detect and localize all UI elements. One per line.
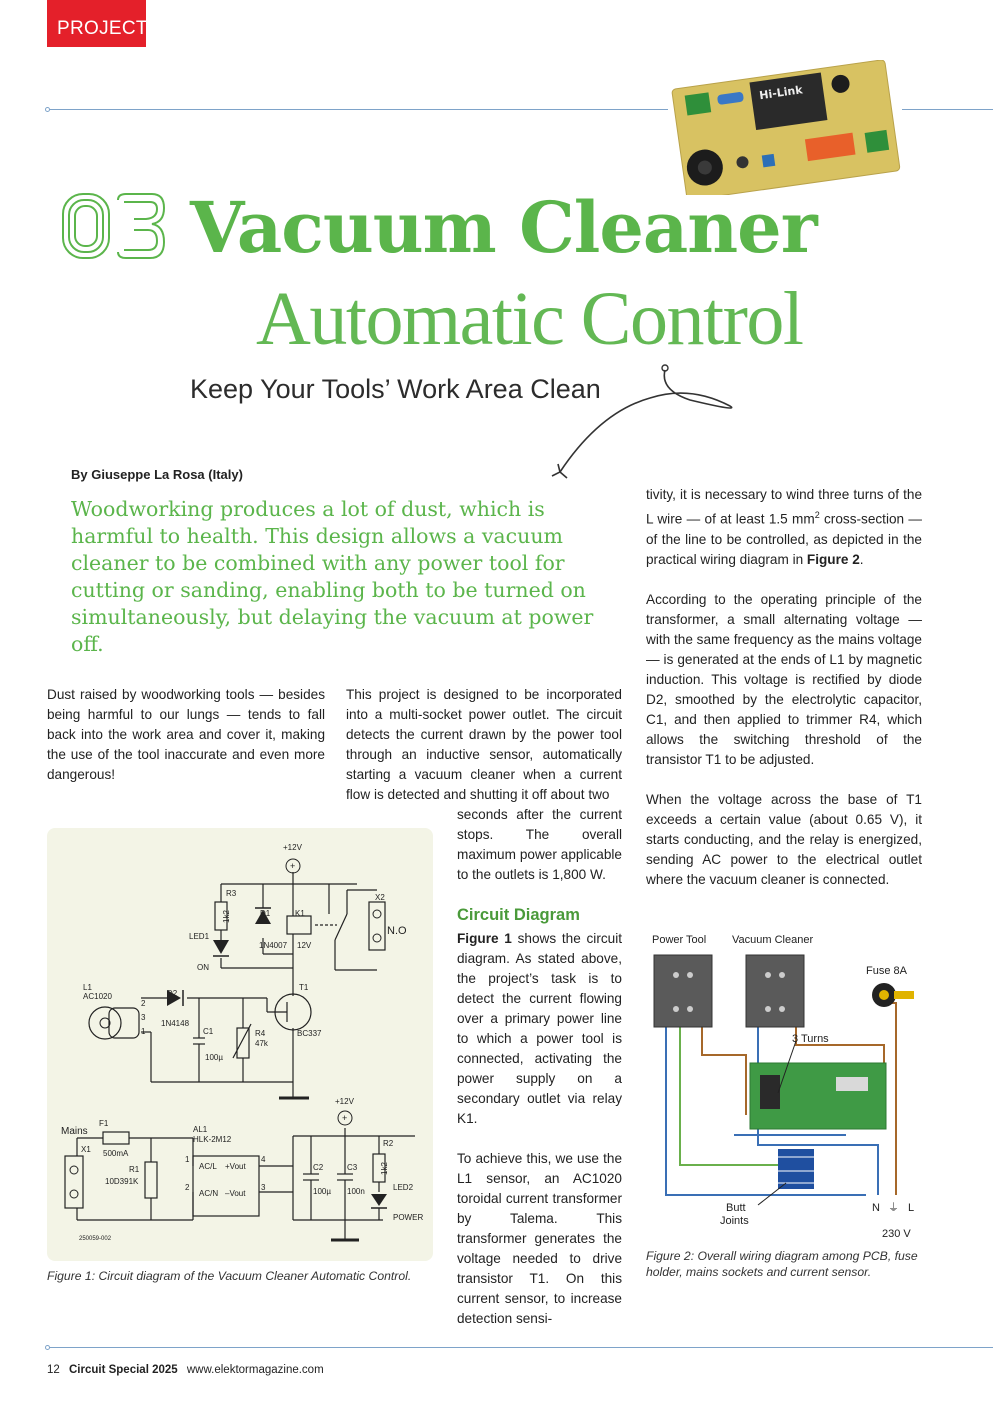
top-rule	[48, 109, 668, 110]
label-fuse: Fuse 8A	[866, 965, 907, 977]
label-pin-2: 2	[141, 999, 146, 1008]
page-number: 12	[47, 1364, 60, 1376]
lead-paragraph: Woodworking produces a lot of dust, which is harmful to health. This design allows a vacuum cleaner to be combined with any power tool for cutting or sanding, enabling both to be turned on simultaneously, but delaying the vacuum at power off.	[71, 497, 594, 656]
label-voltage: 230 V	[882, 1228, 911, 1240]
top-rule-dot	[45, 107, 50, 112]
label-led2: LED2	[393, 1183, 414, 1192]
label-t1: T1	[299, 983, 309, 992]
paragraph: seconds after the current stops. The overall maximum power applicable to the outlets is 1,800 W.	[457, 807, 622, 882]
label-d1-value: 1N4007	[259, 941, 288, 950]
label-joints: Joints	[720, 1215, 749, 1227]
paragraph: According to the operating principle of the transformer, a small alternating voltage — with the same frequency as the mains voltage — is generated at the ends of L1 by magnetic induction. This voltage is rectified by diode D2, smoothed by the electrolytic capacitor, C1, and then applied to trimmer R4, which allows the switching threshold of the transistor T1 to be adjusted.	[646, 591, 922, 767]
label-pin-3: 3	[141, 1013, 146, 1022]
figure-1-circuit-diagram	[47, 828, 433, 1261]
label-mains: Mains	[61, 1126, 88, 1137]
label-al1-pin1: 1	[185, 1155, 190, 1164]
magazine-name: Circuit Special 2025	[69, 1364, 178, 1376]
label-3-turns: 3 Turns	[792, 1033, 829, 1045]
subtitle: Keep Your Tools’ Work Area Clean	[190, 374, 601, 404]
paragraph	[646, 485, 922, 570]
figure-2-wiring-diagram	[646, 925, 924, 1243]
label-on: ON	[197, 963, 209, 972]
label-led1: LED1	[189, 932, 210, 941]
label-r2: R2	[383, 1139, 394, 1148]
label-r2-value: 1k2	[380, 1162, 389, 1175]
label-vout-minus: –Vout	[225, 1189, 246, 1198]
paragraph-text: .	[859, 551, 864, 567]
label-r1-value: 10D391K	[105, 1177, 139, 1186]
paragraph: To achieve this, we use the L1 sensor, an AC1020 toroidal current transformer by Talema. This transformer generates the voltage needed to drive transistor T1. On this current sensor, to increase detection sensi-	[457, 1151, 622, 1326]
label-r4-value: 47k	[255, 1039, 268, 1048]
label-c2-value: 100µ	[313, 1187, 331, 1196]
label-r3: R3	[226, 889, 237, 898]
label-power-tool: Power Tool	[652, 934, 707, 946]
paragraph-text: shows the circuit diagram. As stated above, the project’s task is to detect the current flowing over a primary power line to which a power tool is connected, activating the power supply on a secondary outlet via relay K1.	[457, 931, 622, 1126]
label-r1: R1	[129, 1165, 140, 1174]
section-tab: PROJECT	[47, 0, 146, 47]
label-x2: X2	[375, 893, 385, 902]
label-butt: Butt	[726, 1202, 746, 1214]
bottom-rule-dot	[45, 1345, 50, 1350]
byline: By Giuseppe La Rosa (Italy)	[71, 467, 243, 482]
top-rule-right	[902, 109, 993, 110]
label-r4: R4	[255, 1029, 266, 1038]
label-k1: K1	[295, 909, 305, 918]
label-d2-value: 1N4148	[161, 1019, 190, 1028]
paragraph-text: tivity, it is necessary to wind three turns of the L wire — of at least 1.5 mm	[646, 487, 922, 527]
label-n: N	[872, 1202, 880, 1214]
figure-ref: Figure 1	[457, 931, 512, 946]
figure-2-caption: Figure 2: Overall wiring diagram among PCB, fuse holder, mains sockets and current sensor.	[646, 1249, 918, 1279]
column-2	[346, 685, 622, 825]
magazine-url[interactable]: www.elektormagazine.com	[186, 1364, 324, 1376]
superscript: 2	[814, 510, 820, 520]
label-al1-pin2: 2	[185, 1183, 190, 1192]
pcb-photo	[668, 60, 902, 195]
column-1	[47, 685, 325, 805]
label-pin-1: 1	[141, 1027, 146, 1036]
label-l1: L1	[83, 983, 92, 992]
label-l1-value: AC1020	[83, 992, 112, 1001]
label-d1: D1	[260, 909, 271, 918]
label-f1-value: 500mA	[103, 1149, 129, 1158]
title-line-1: Vacuum Cleaner	[190, 186, 817, 269]
paragraph	[457, 929, 622, 1129]
label-code: 250059-002	[79, 1236, 112, 1242]
paragraph: This project is designed to be incorporated into a multi-socket power outlet. The circuit detects the current drawn by the power tool through an inductive sensor, automatically starting a vacuum cleaner when a current flow is detected and shutting it off about two	[346, 687, 622, 802]
label-c3: C3	[347, 1163, 358, 1172]
label-no: N.O	[387, 925, 407, 937]
figure-ref: Figure 2	[806, 551, 860, 567]
label-vcc-bottom: +12V	[335, 1097, 354, 1106]
svg-text:+: +	[290, 861, 296, 871]
label-al1-pin3: 3	[261, 1183, 266, 1192]
label-l: L	[908, 1202, 915, 1214]
title-line-2	[256, 276, 803, 363]
label-vout-plus: +Vout	[225, 1162, 246, 1171]
footer	[47, 1364, 324, 1376]
label-c1-value: 100µ	[205, 1053, 223, 1062]
label-al1-pin4: 4	[261, 1155, 266, 1164]
label-acn: AC/N	[199, 1189, 219, 1198]
decorative-arrow	[540, 360, 780, 490]
paragraph: Dust raised by woodworking tools — besides being harmful to our lungs — tends to fall back into the work area and cover it, making the use of the tool inaccurate and even more dangerous!	[47, 687, 325, 782]
figure-1-caption: Figure 1: Circuit diagram of the Vacuum Cleaner Automatic Control.	[47, 1269, 412, 1283]
label-al1-value: HLK-2M12	[193, 1135, 232, 1144]
label-c2: C2	[313, 1163, 324, 1172]
paragraph-text: cross-section — of the line to be controlled, as depicted in the practical wiring diagram in	[646, 511, 922, 567]
label-k1-value: 12V	[297, 941, 312, 950]
svg-text:Hi-Link: Hi-Link	[758, 83, 804, 103]
column-3	[646, 485, 922, 910]
label-r3-value: 1k2	[222, 910, 231, 923]
paragraph: When the voltage across the base of T1 exceeds a certain value (about 0.65 V), it starts conducting, and the relay is energized, sending AC power to the electrical outlet where the vacuum cleaner is connected.	[646, 791, 922, 887]
label-al1: AL1	[193, 1125, 208, 1134]
label-vacuum-cleaner: Vacuum Cleaner	[732, 934, 814, 946]
bottom-rule	[48, 1347, 993, 1348]
label-f1: F1	[99, 1119, 109, 1128]
article-number-03	[60, 188, 168, 264]
label-d2: D2	[167, 989, 178, 998]
label-acl: AC/L	[199, 1162, 217, 1171]
label-t1-value: BC337	[297, 1029, 322, 1038]
label-c1: C1	[203, 1027, 214, 1036]
label-x1: X1	[81, 1145, 91, 1154]
title-line-2-text: Automatic Control	[256, 277, 803, 361]
ground-icon: ⏚	[888, 1202, 899, 1214]
column-2-continued	[457, 805, 622, 1349]
svg-text:+: +	[342, 1113, 348, 1123]
section-heading: Circuit Diagram	[457, 906, 580, 924]
label-c3-value: 100n	[347, 1187, 365, 1196]
label-vcc-top: +12V	[283, 843, 302, 852]
label-power: POWER	[393, 1213, 424, 1222]
